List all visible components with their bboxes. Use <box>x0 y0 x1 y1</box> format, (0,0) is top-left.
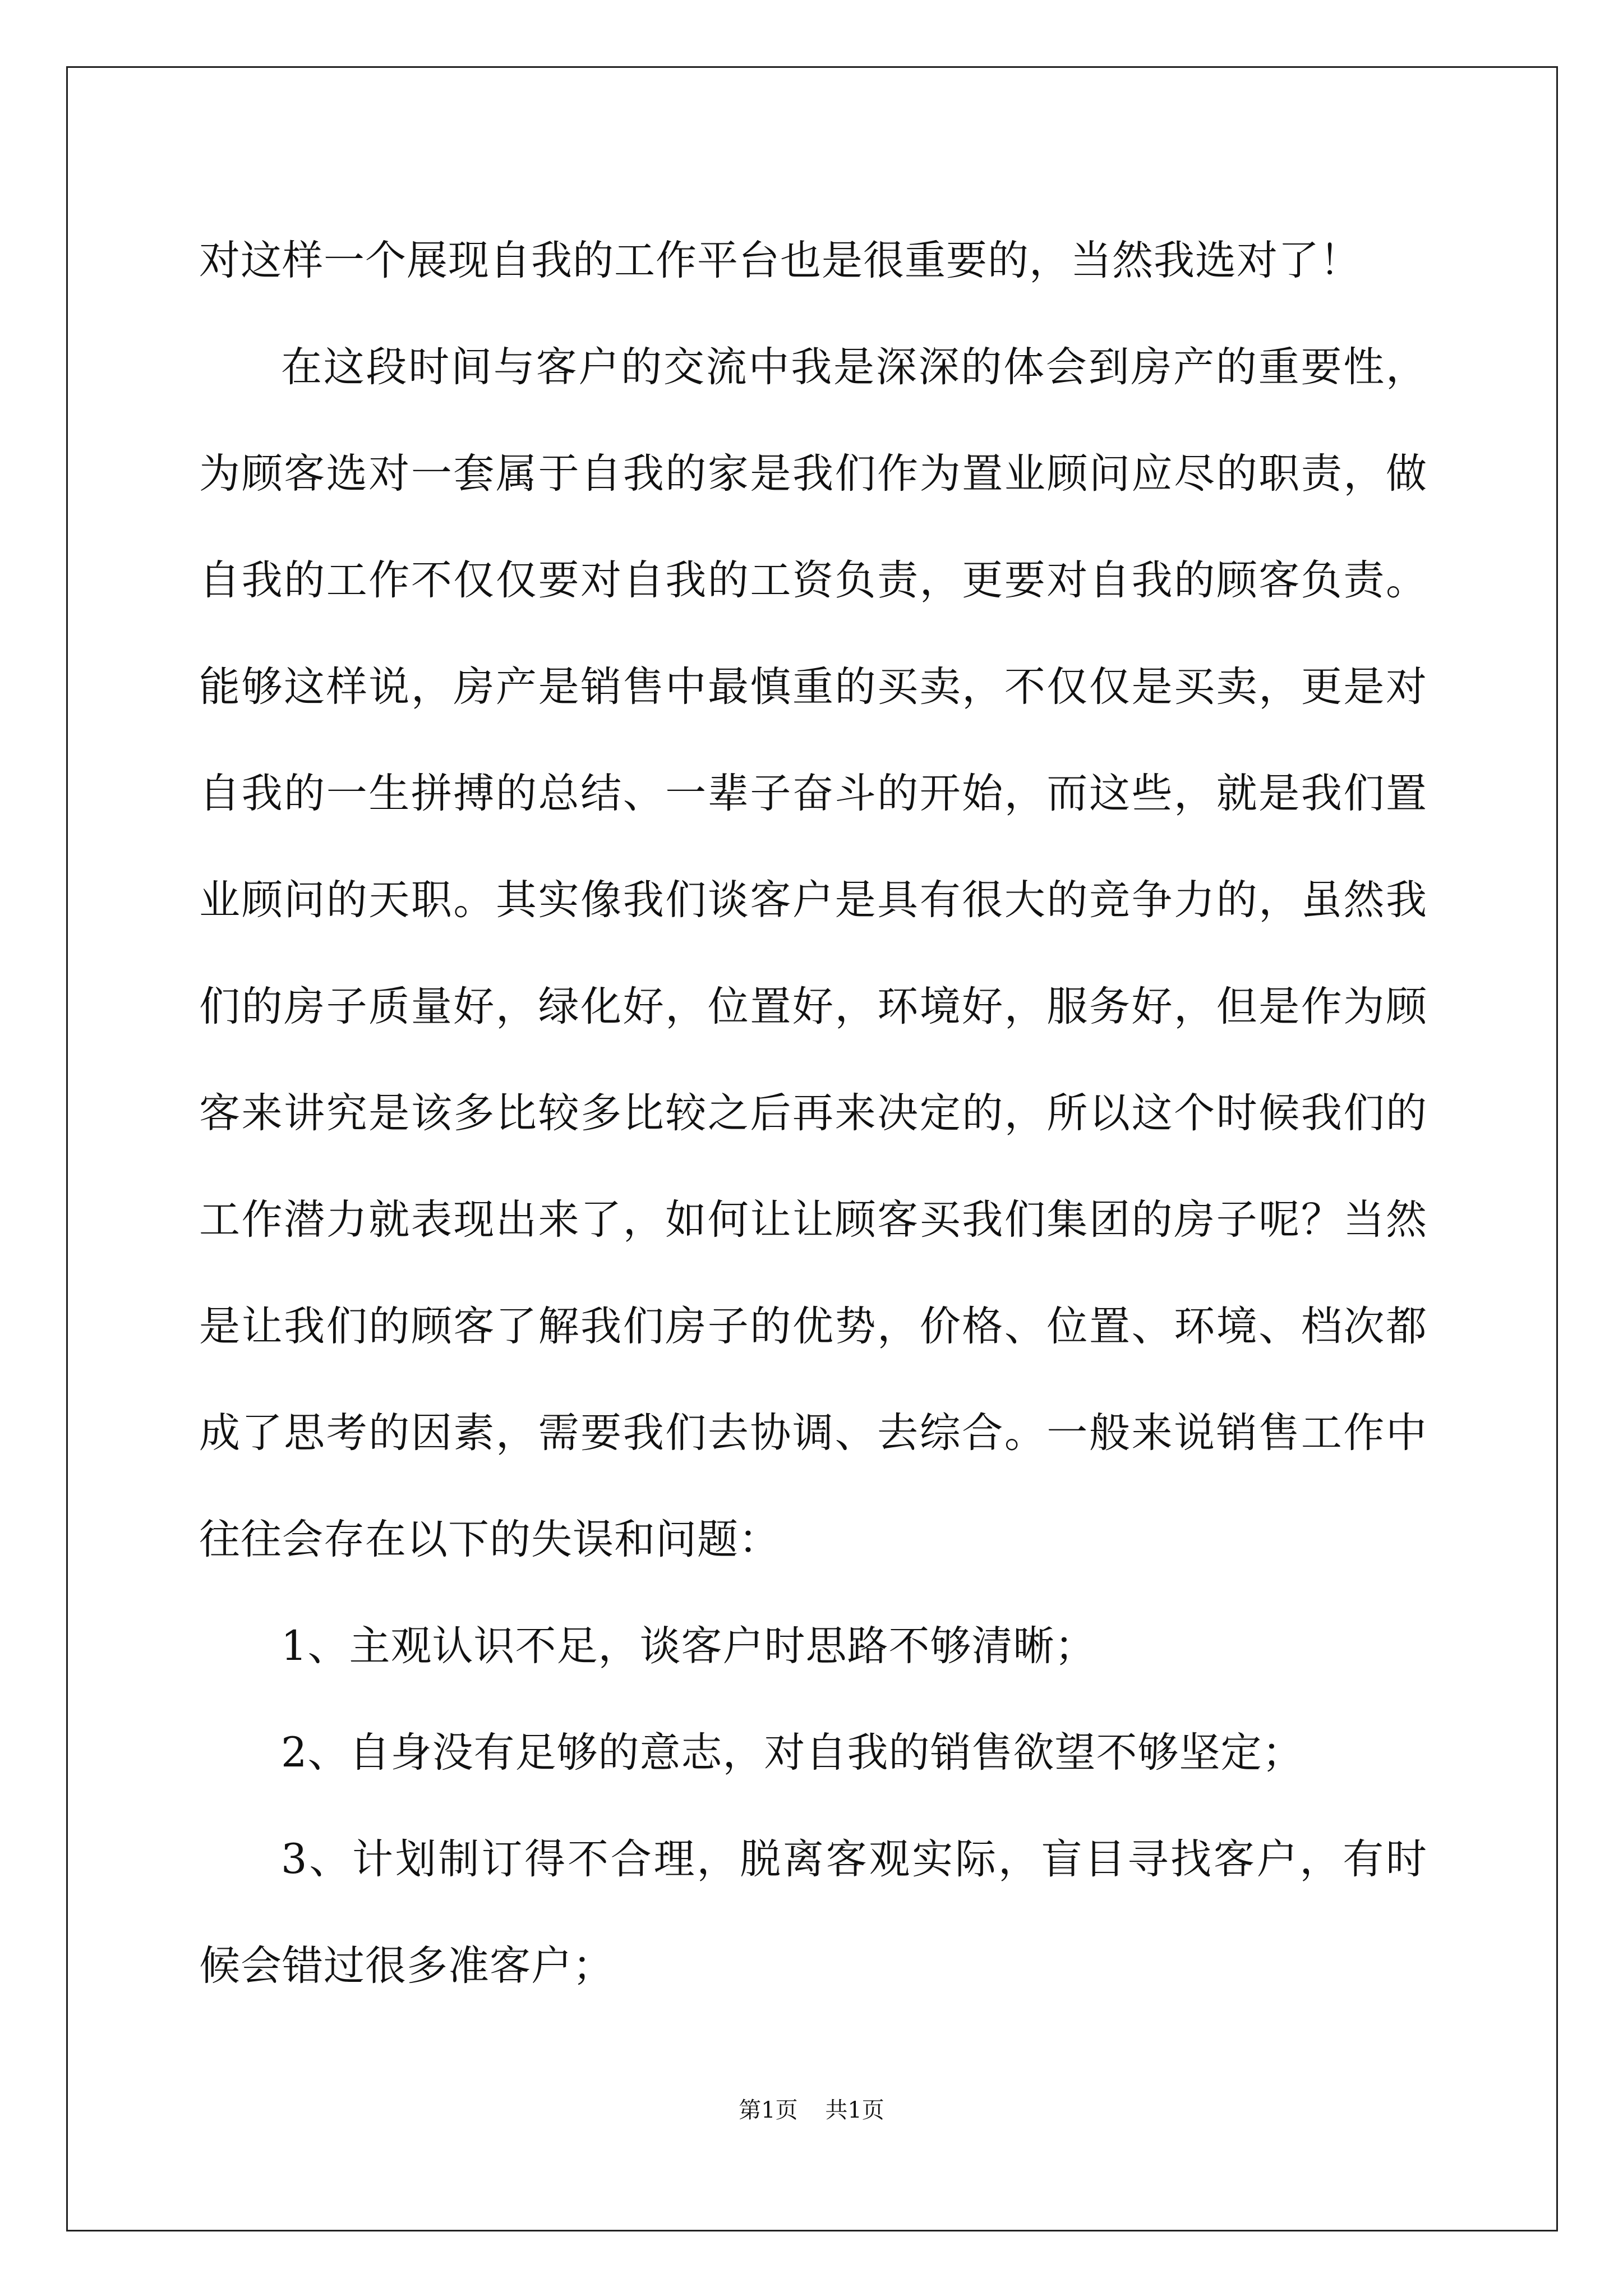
document-body <box>199 208 1427 2019</box>
page-footer <box>0 2092 1623 2124</box>
paragraph-1: 对这样一个展现自我的工作平台也是很重要的，当然我选对了！ <box>199 237 1361 284</box>
paragraph-3: 1、主观认识不足，谈客户时思路不够清晰； <box>281 1622 1096 1670</box>
page-number-total: 共1页 <box>825 2097 884 2123</box>
paragraph-5: 3、计划制订得不合理，脱离客观实际，盲目寻找客户，有时候会错过很多准客户； <box>199 1835 1427 1990</box>
page-number-current: 第1页 <box>739 2097 798 2123</box>
paragraph-2: 在这段时间与客户的交流中我是深深的体会到房产的重要性，为顾客选对一套属于自我的家是我们作为置业顾问应尽的职责，做自我的工作不仅仅要对自我的工资负责，更要对自我的顾客负责。能够这样说，房产是销售中最慎重的买卖，不仅仅是买卖，更是对自我的一生拼搏的总结、一辈子奋斗的开始，而这些，就是我们置业顾问的天职。其实像我们谈客户是具有很大的竞争力的，虽然我们的房子质量好，绿化好，位置好，环境好，服务好，但是作为顾客来讲究是该多比较多比较之后再来决定的，所以这个时候我们的工作潜力就表现出来了，如何让让顾客买我们集团的房子呢？当然是让我们的顾客了解我们房子的优势，价格、位置、环境、档次都成了思考的因素，需要我们去协调、去综合。一般来说销售工作中往往会存在以下的失误和问题： <box>199 343 1427 1563</box>
paragraph-4: 2、自身没有足够的意志，对自我的销售欲望不够坚定； <box>281 1729 1304 1777</box>
